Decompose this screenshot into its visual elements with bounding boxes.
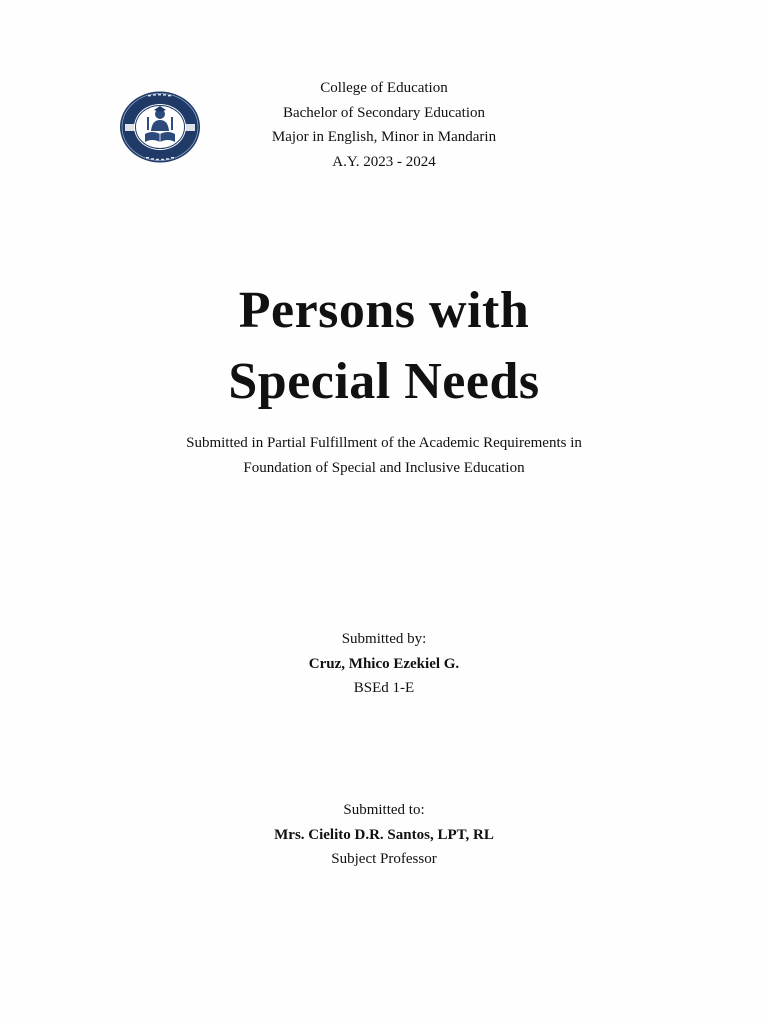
submitted-by-section — [0, 627, 768, 701]
student-section: BSEd 1-E — [353, 680, 415, 696]
program-name: Bachelor of Secondary Education — [282, 104, 485, 121]
fulfillment-line-2: Foundation of Special and Inclusive Education — [243, 459, 525, 476]
title-line-1: Persons with — [238, 282, 530, 339]
fulfillment-line-1: Submitted in Partial Fulfillment of the Academic Requirements in — [186, 435, 582, 451]
academic-year: A.Y. 2023 - 2024 — [332, 153, 436, 170]
title-line-2: Special Needs — [228, 353, 540, 410]
college-name: College of Education — [320, 80, 448, 96]
professor-name: Mrs. Cielito D.R. Santos, LPT, RL — [274, 826, 494, 843]
major-minor: Major in English, Minor in Mandarin — [271, 129, 497, 145]
fulfillment-statement — [0, 431, 768, 480]
submitted-to-section — [0, 798, 768, 872]
institution-header — [0, 76, 768, 174]
submitted-by-label: Submitted by: — [341, 631, 427, 647]
document-title — [0, 275, 768, 417]
professor-role: Subject Professor — [331, 851, 437, 867]
submitted-to-label: Submitted to: — [343, 802, 425, 818]
student-name: Cruz, Mhico Ezekiel G. — [308, 655, 460, 672]
